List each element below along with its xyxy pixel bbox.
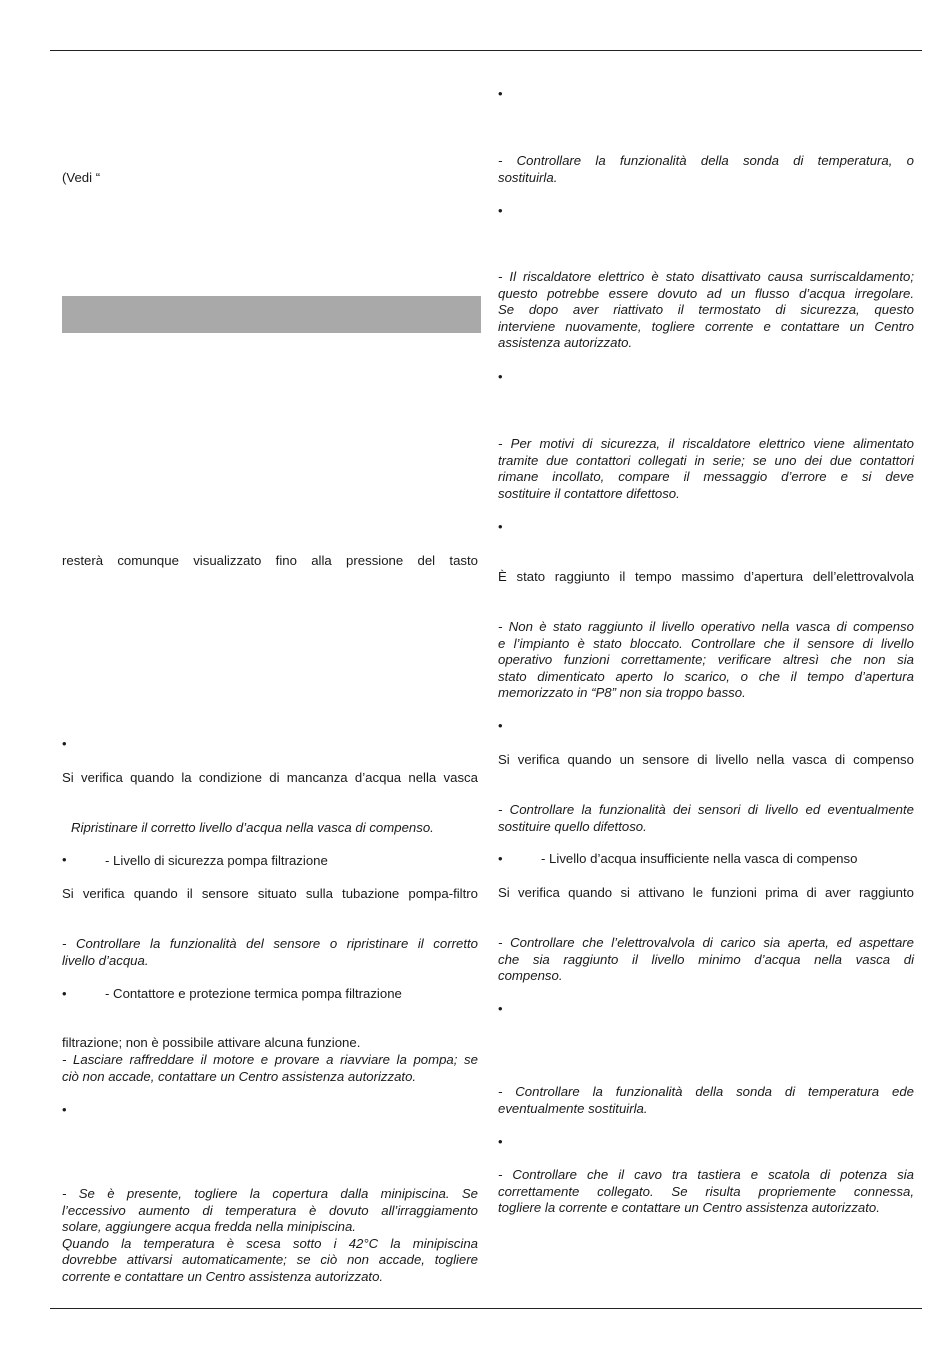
sonda-fix [498, 153, 914, 186]
bullet-mark: • [498, 1001, 503, 1016]
elettrovalvola-fix [498, 619, 914, 702]
fix-line: stato dimenticato aperto lo scarico, o che il tempo d’apertura [498, 668, 914, 684]
fix-line: ciò non accade, contattare un Centro assistenza autorizzato. [62, 1068, 417, 1084]
fix-line: - Controllare che il cavo tra tastiera e scatola di potenza sia [498, 1167, 914, 1182]
fix-line: - Controllare che l’elettrovalvola di carico sia aperta, ed aspettare [498, 935, 914, 950]
bullet-mark: • [62, 1102, 67, 1117]
fix-line: - Il riscaldatore elettrico è stato disattivato causa surriscaldamento; [498, 269, 914, 284]
mancanza-text: Si verifica quando la condizione di mancanza d’acqua nella vasca [62, 770, 478, 785]
fix-line: - Lasciare raffreddare il motore e provare a riavviare la pompa; se [62, 1052, 478, 1067]
fix-line: sostituirla. [498, 169, 558, 185]
fix-line: sostituire il contattore difettoso. [498, 485, 680, 501]
fix-line: interviene nuovamente, togliere corrente e contattare un Centro [498, 318, 914, 334]
fix-line: memorizzato in “P8” non sia troppo basso. [498, 685, 746, 701]
bullet-mark: • [62, 736, 67, 751]
insufficiente-text: Si verifica quando si attivano le funzioni prima di aver raggiunto [498, 885, 914, 900]
sonda2-fix [498, 1084, 914, 1117]
restera-text: resterà comunque visualizzato fino alla pressione del tasto [62, 553, 478, 568]
header-rule [50, 50, 922, 51]
contattore-fix [62, 1052, 478, 1085]
fix-line: - Controllare la funzionalità del sensore o ripristinare il corretto [62, 936, 478, 951]
sicurezza-fix [62, 936, 478, 969]
fix-line: Quando la temperatura è scesa sotto i 42°C la minipiscina [62, 1235, 478, 1251]
fix-line: rimane incollato, compare il messaggio d’errore e si deve [498, 469, 914, 485]
section-header-bar [62, 296, 481, 333]
insufficiente-title: - Livello d’acqua insufficiente nella vasca di compenso [541, 851, 858, 866]
sensore-text: Si verifica quando un sensore di livello nella vasca di compenso [498, 752, 914, 767]
sensore-fix [498, 802, 914, 835]
temperatura-fix [62, 1186, 478, 1286]
fix-line: - Se è presente, togliere la copertura dalla minipiscina. Se [62, 1186, 478, 1201]
bullet-mark: • [498, 519, 503, 534]
fix-line: assistenza autorizzato. [498, 335, 633, 351]
fix-line: e l’impianto è stato bloccato. Controllare che il sensore di livello [498, 635, 914, 651]
bullet-mark: • [62, 986, 67, 1001]
fix-line: dovrebbe attivarsi automaticamente; se ciò non accade, togliere [62, 1252, 478, 1268]
cavo-fix [498, 1167, 914, 1217]
sicurezza-text: Si verifica quando il sensore situato sulla tubazione pompa-filtro [62, 886, 478, 901]
insufficiente-fix [498, 935, 914, 985]
bullet-mark: • [498, 369, 503, 384]
contattore-text: filtrazione; non è possibile attivare alcuna funzione. [62, 1035, 361, 1050]
bullet-mark: • [498, 86, 503, 101]
bullet-mark: • [498, 718, 503, 733]
bullet-mark: • [62, 852, 67, 867]
fix-line: - Controllare la funzionalità della sonda di temperatura, o [498, 153, 914, 168]
footer-rule [50, 1308, 922, 1309]
fix-line: compenso. [498, 968, 563, 984]
fix-line: l’eccessivo aumento di temperatura è dovuto all’irraggiamento [62, 1202, 478, 1218]
fix-line: - Controllare la funzionalità della sonda di temperatura ede [498, 1084, 914, 1099]
fix-line: questo potrebbe essere dovuto ad un flusso d’acqua irregolare. [498, 285, 914, 301]
fix-line: livello d’acqua. [62, 952, 149, 968]
fix-line: - Non è stato raggiunto il livello operativo nella vasca di compenso [498, 619, 914, 634]
sicurezza-title: - Livello di sicurezza pompa filtrazione [105, 853, 328, 868]
fix-line: - Per motivi di sicurezza, il riscaldatore elettrico viene alimentato [498, 436, 914, 451]
fix-line: togliere la corrente e contattare un Centro assistenza autorizzato. [498, 1200, 880, 1216]
fix-line: tramite due contattori collegati in serie; se uno dei due contattori [498, 452, 914, 468]
fix-line: - Controllare la funzionalità dei sensori di livello ed eventualmente [498, 802, 914, 817]
contattori-fix [498, 436, 914, 502]
fix-line: solare, aggiungere acqua fredda nella minipiscina. [62, 1219, 356, 1235]
bullet-mark: • [498, 203, 503, 218]
riscaldatore-fix [498, 269, 914, 352]
elettrovalvola-text: È stato raggiunto il tempo massimo d’apertura dell’elettrovalvola [498, 569, 914, 584]
fix-line: che sia raggiunto il livello minimo d’acqua nella vasca di [498, 951, 914, 967]
fix-line: Se dopo aver riattivato il termostato di sicurezza, questo [498, 302, 914, 318]
mancanza-fix: Ripristinare il corretto livello d’acqua nella vasca di compenso. [71, 820, 434, 835]
fix-line: eventualmente sostituirla. [498, 1100, 648, 1116]
bullet-mark: • [498, 1134, 503, 1149]
fix-line: corrente e contattare un Centro assistenza autorizzato. [62, 1268, 384, 1284]
vedi-text: (Vedi “ [62, 170, 101, 185]
fix-line: sostituire quello difettoso. [498, 818, 647, 834]
fix-line: correttamente collegato. Se risulta propriemente connessa, [498, 1183, 914, 1199]
bullet-mark: • [498, 851, 503, 866]
fix-line: operativo funzioni correttamente; verificare altresì che non sia [498, 652, 914, 668]
contattore-title: - Contattore e protezione termica pompa filtrazione [105, 986, 402, 1001]
